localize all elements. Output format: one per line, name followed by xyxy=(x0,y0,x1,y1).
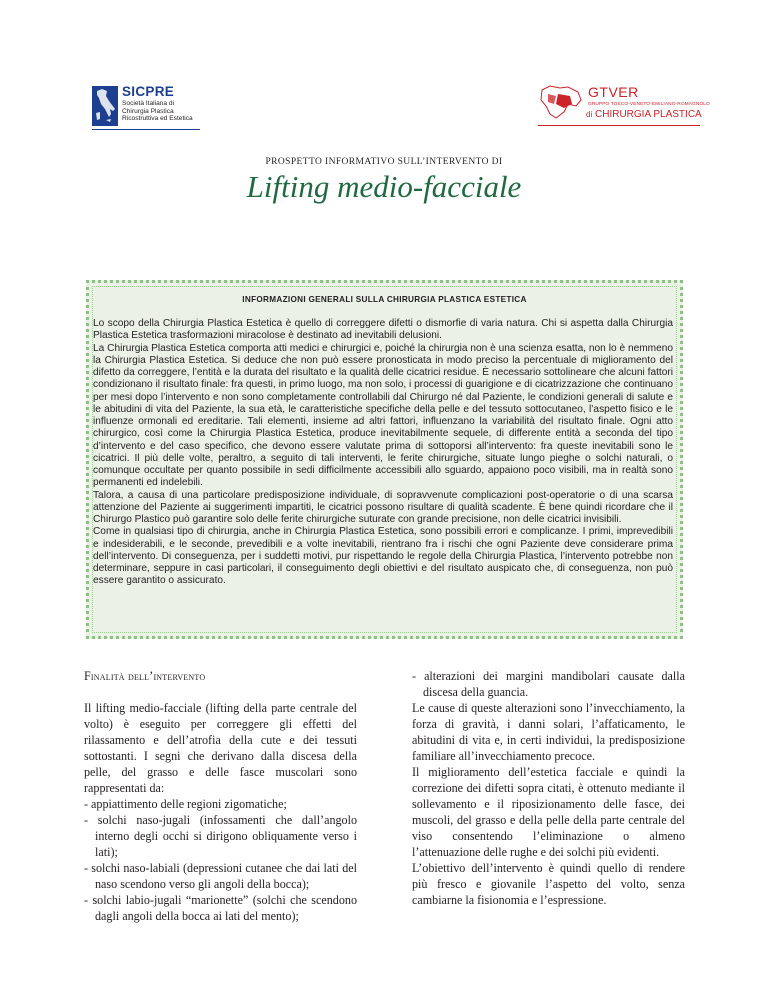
sicpre-fullname xyxy=(122,100,193,123)
list-item: - appiattimento delle regioni zigomatiche; xyxy=(84,797,287,811)
gtver-name-text: CHIRURGIA PLASTICA xyxy=(595,109,702,120)
regions-map-icon xyxy=(538,84,584,124)
list-item: - solchi naso-jugali (infossamenti che dall’angolo interno degli occhi si dirigono obliquamente verso i lati); xyxy=(84,813,357,859)
gtver-subtitle: GRUPPO TOSCO-VENETO-EMILIANO-ROMAGNOLO xyxy=(588,102,710,107)
causes-paragraph: Le cause di queste alterazioni sono l’invecchiamento, la forza di gravità, i danni solari, l’affaticamento, le abitudini di vita e, in certi individui, la predisposizione familiare all’invecchiamento precoce. xyxy=(412,701,685,763)
section-heading xyxy=(84,668,357,684)
sicpre-line-1: Società Italiana di xyxy=(122,100,175,107)
gtver-acronym: GTVER xyxy=(588,84,639,100)
improvement-paragraph: Il miglioramento dell’estetica facciale e quindi la correzione dei difetti sopra citati, è ottenuto mediante il sollevamento e il riposizionamento delle fasce, dei muscoli, del grasso e della pelle della parte centrale del viso consentendo l’eliminazione o almeno l’attenuazione delle rughe e dei solchi più evidenti. xyxy=(412,765,685,859)
gtver-underline xyxy=(538,125,700,126)
right-column xyxy=(412,668,685,908)
objective-paragraph: L’obiettivo dell’intervento è quindi quello di rendere più fresco e giovanile l’aspetto del volto, senza cambiarne la fisionomia e l’espressione. xyxy=(412,861,685,907)
section-intro: Il lifting medio-facciale (lifting della parte centrale del volto) è eseguito per correggere gli effetti del rilassamento e dell’atrofia della cute e dei tessuti sottostanti. I segni che derivano dalla discesa della pelle, del grasso e delle fasce muscolari sono rappresentati da: xyxy=(84,701,357,795)
info-paragraph: La Chirurgia Plastica Estetica comporta atti medici e chirurgici e, poiché la chirurgia non è una scienza esatta, non lo è nemmeno la Chirurgia Plastica Estetica. Si deduce che non può essere pronosticata in modo preciso la percentuale di miglioramento del difetto da correggere, l’entità e la durata del risultato e la qualità delle cicatrici residue. È necessario sottolineare che alcuni fattori condizionano il risultato finale: fra questi, in primo luogo, ma non solo, i processi di guarigione e di cicatrizzazione che continuano per mesi dopo l’intervento e non sono completamente controllabili dal Chirurgo né dal Paziente, le condizioni generali di salute e le abitudini di vita del Paziente, la sua età, le caratteristiche specifiche della pelle e del tessuto sottocutaneo, l’aspetto fisico e le influenze ormonali ed ereditarie. Tali elementi, insieme ad altri fattori, influenzano la variabilità del risultato finale. Ogni atto chirurgico, così come la Chirurgia Plastica Estetica, produce inevitabilmente sequele, di differente entità a seconda del tipo d’intervento e del caso specifico, che devono essere valutate prima di sottoporsi all’intervento: fra queste inevitabili sono le cicatrici. Il più delle volte, peraltro, a seguito di tali interventi, le ferite chirurgiche, situate lungo pieghe o solchi naturali, o comunque occultate per quanto possibile in sedi difficilmente accessibili allo sguardo, appaiono poco visibili, ma in realtà sono permanenti ed indelebili. xyxy=(93,342,673,489)
general-info-heading: INFORMAZIONI GENERALI SULLA CHIRURGIA PLASTICA ESTETICA xyxy=(242,295,527,304)
left-column xyxy=(84,668,357,924)
list-item: - solchi labio-jugali “marionette” (solchi che scendono dagli angoli della bocca ai lati del mento); xyxy=(84,893,357,923)
list-item: - alterazioni dei margini mandibolari causate dalla discesa della guancia. xyxy=(412,669,685,699)
sicpre-acronym: SICPRE xyxy=(122,84,175,99)
sicpre-logo xyxy=(92,86,200,132)
info-paragraph: Talora, a causa di una particolare predisposizione individuale, di sopravvenute complicazioni post-operatorie o di una scarsa attenzione del Paziente ai suggerimenti impartiti, le cicatrici possono risultare di qualità scadente. È bene quindi ricordare che il Chirurgo Plastico può garantire solo delle ferite chirurgiche suturate con grande precisione, non delle cicatrici invisibili. xyxy=(93,489,673,525)
document-kicker: PROSPETTO INFORMATIVO SULL’INTERVENTO DI xyxy=(265,157,503,167)
info-paragraph: Lo scopo della Chirurgia Plastica Estetica è quello di correggere difetti o dismorfie di varia natura. Chi si aspetta dalla Chirurgia Plastica Estetica trasformazioni miracolose è destinato ad inevitabili delusioni. xyxy=(93,318,673,342)
general-info-box xyxy=(86,280,683,639)
page-title: Lifting medio-facciale xyxy=(246,169,522,204)
section-heading-text: Finalità dell’intervento xyxy=(84,669,206,683)
info-paragraph: Come in qualsiasi tipo di chirurgia, anche in Chirurgia Plastica Estetica, sono possibili errori e complicanze. I primi, imprevedibili e indesiderabili, e le seconde, prevedibili e a volte inevitabili, rientrano fra i rischi che ogni Paziente deve considerare prima dell’intervento. Di conseguenza, per i suddetti motivi, pur rispettando le regole della Chirurgia Plastica, l’intervento potrebbe non determinare, seppure in casi particolari, il conseguimento degli obiettivi e del risultato auspicato che, di conseguenza, non può essere garantito o assicurato. xyxy=(93,526,673,587)
list-item: - solchi naso-labiali (depressioni cutanee che dai lati del naso scendono verso gli angoli della bocca); xyxy=(84,861,357,891)
sicpre-line-3: Ricostruttiva ed Estetica xyxy=(122,115,193,123)
italy-map-icon xyxy=(92,86,118,126)
gtver-prefix: di xyxy=(586,110,593,119)
gtver-name xyxy=(586,109,702,120)
general-info-body xyxy=(93,318,673,588)
sicpre-underline xyxy=(92,129,200,130)
gtver-logo xyxy=(538,84,710,132)
sicpre-line-2: Chirurgia Plastica xyxy=(122,107,174,115)
